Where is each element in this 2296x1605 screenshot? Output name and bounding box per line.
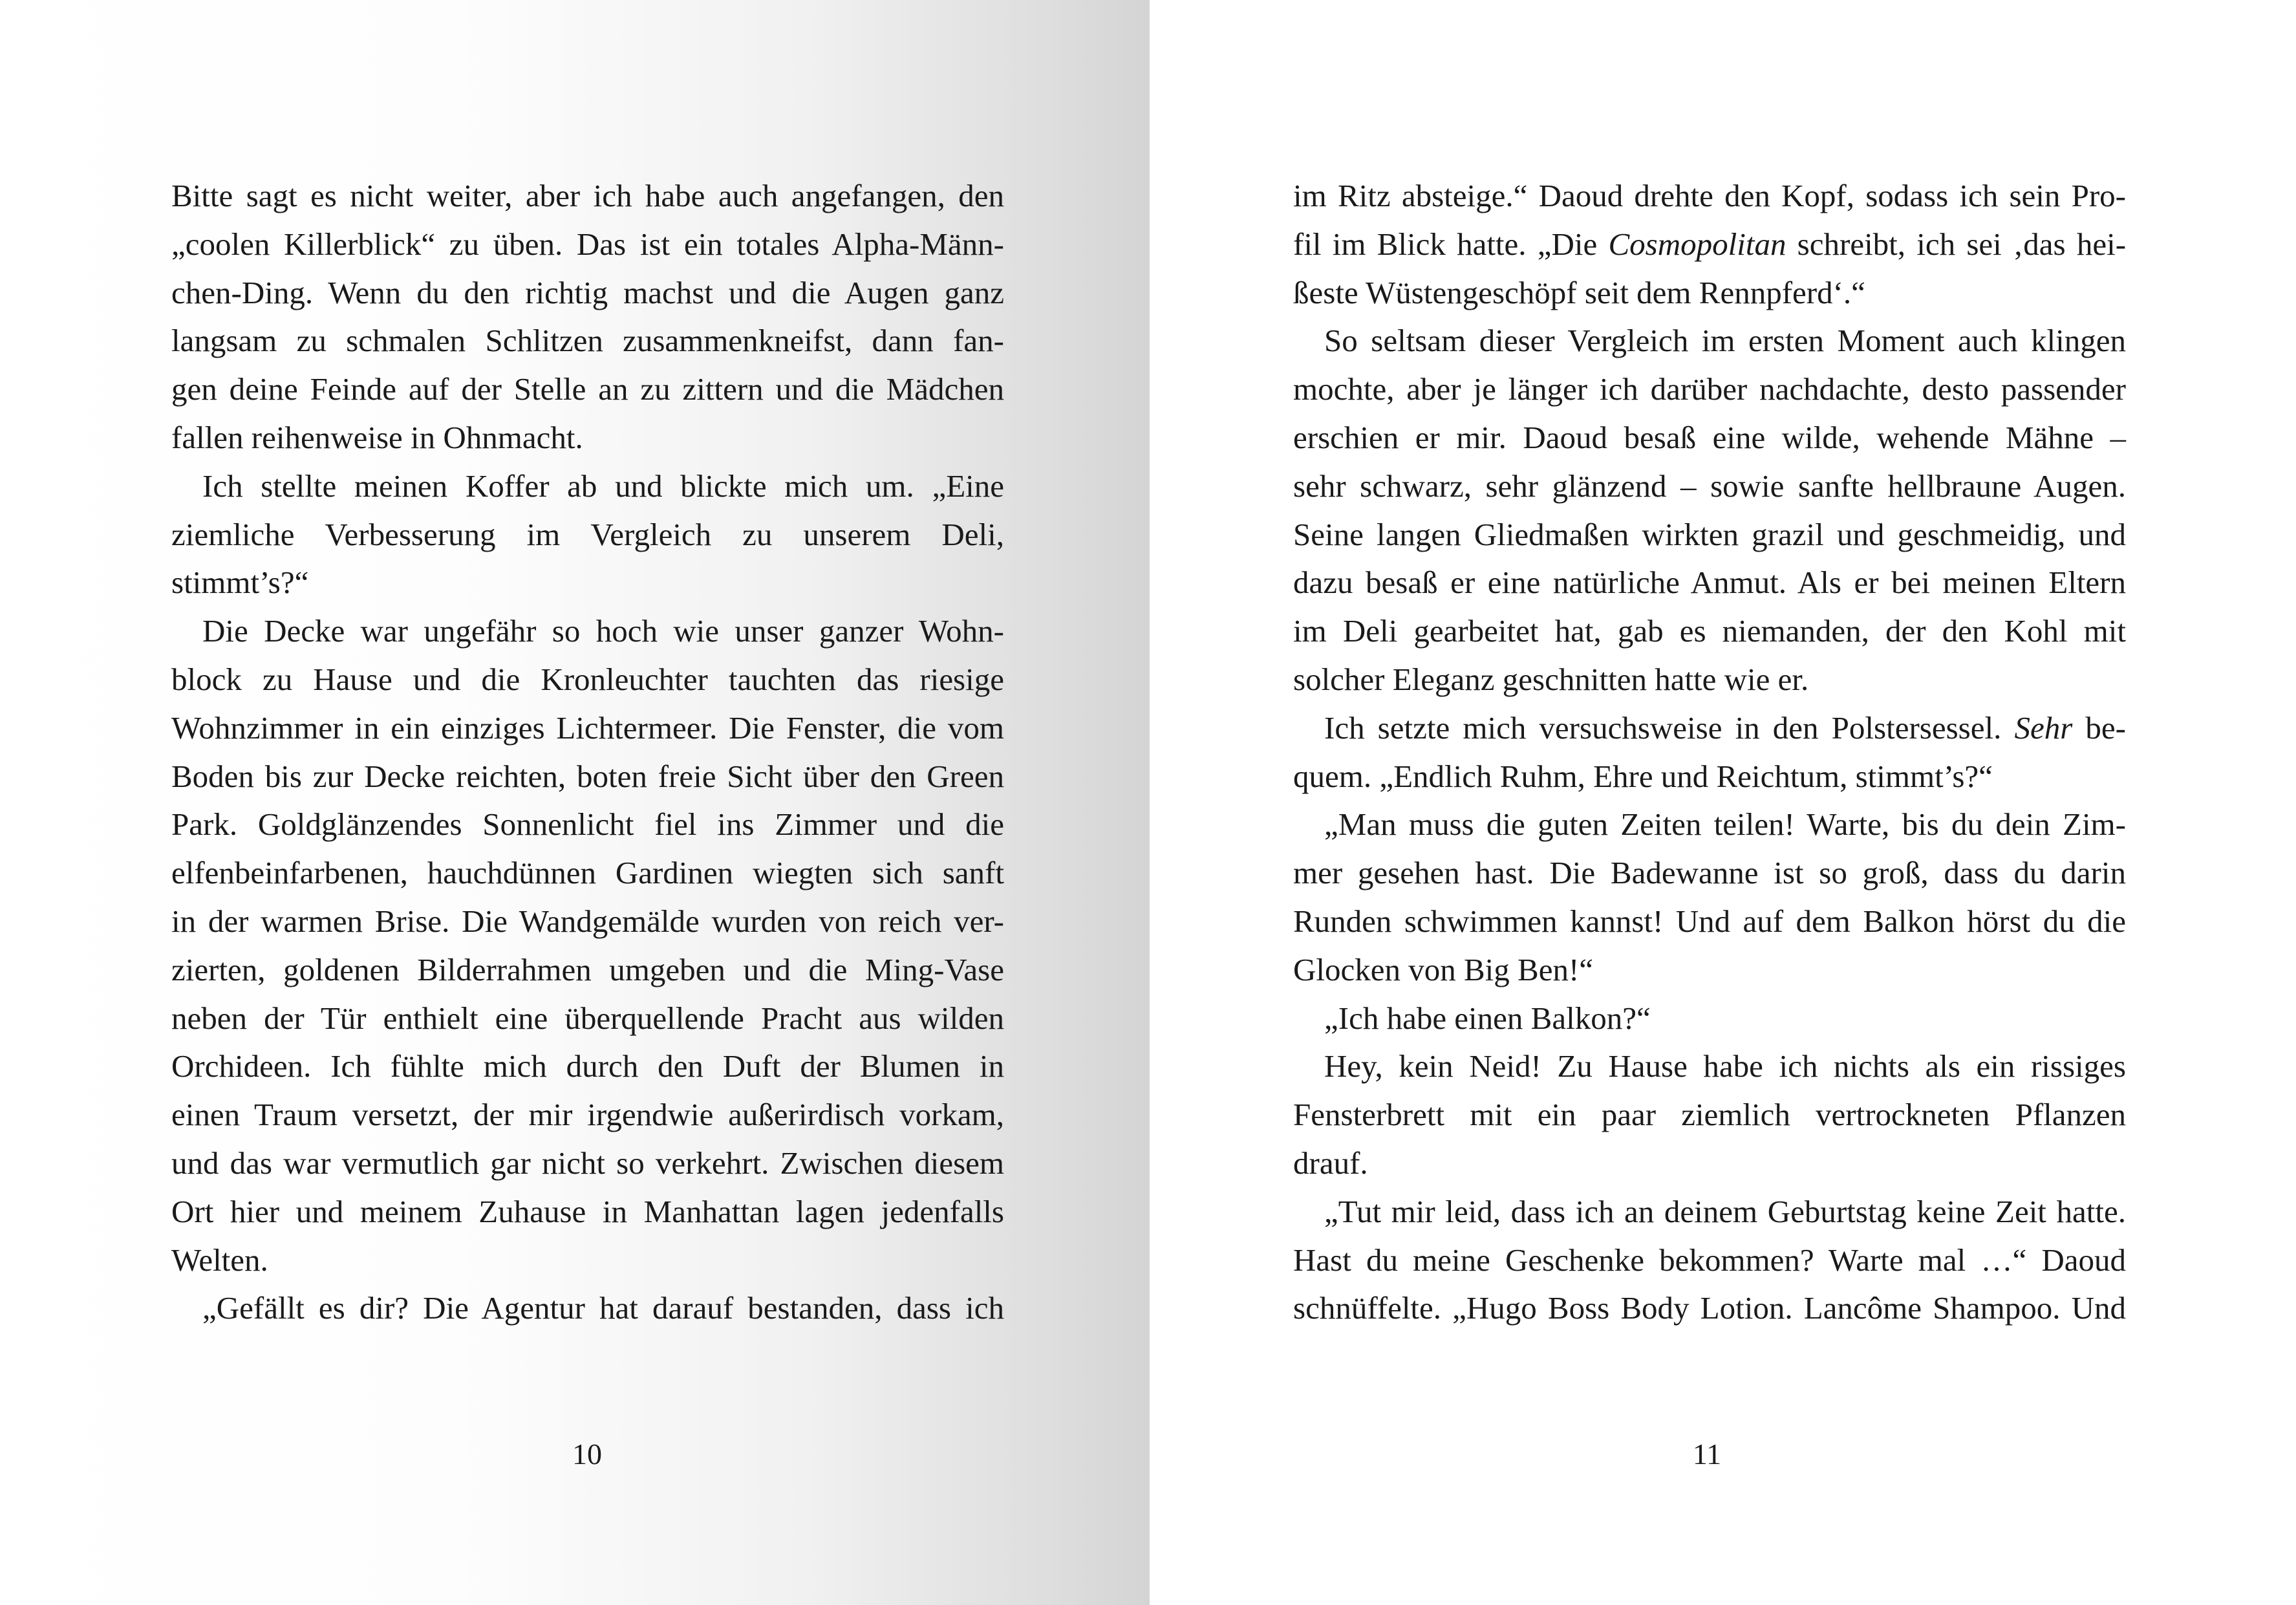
text-segment: drauf.	[1293, 1145, 1368, 1181]
text-segment: Fensterbrett mit ein paar ziemlich vertrockneten Pflanzen	[1293, 1097, 2126, 1133]
text-line	[1293, 801, 2126, 849]
text-line	[1293, 1284, 2126, 1333]
text-line	[1293, 172, 2126, 221]
text-line	[1293, 511, 2126, 559]
text-line: „Gefällt es dir? Die Agentur hat darauf bestanden, dass ich	[202, 1290, 1004, 1326]
text-line: und das war vermutlich gar nicht so verkehrt. Zwischen diesem	[171, 1145, 1004, 1181]
text-line: stimmt’s?“	[171, 565, 309, 601]
text-line: Bitte sagt es nicht weiter, aber ich habe auch angefangen, den	[171, 178, 1004, 213]
text-line	[1293, 753, 2126, 801]
text-segment: Runden schwimmen kannst! Und auf dem Balkon hörst du die	[1293, 903, 2126, 939]
text-line	[1293, 995, 2126, 1043]
text-line	[1293, 1188, 2126, 1236]
text-line	[1293, 365, 2126, 414]
italic-text: Cosmopolitan	[1608, 226, 1786, 262]
text-line: Welten.	[171, 1242, 268, 1278]
text-segment: schnüffelte. „Hugo Boss Body Lotion. Lancôme Shampoo. Und	[1293, 1290, 2126, 1326]
text-line: langsam zu schmalen Schlitzen zusammenkneifst, dann fan-	[171, 323, 1004, 359]
text-line: elfenbeinfarbenen, hauchdünnen Gardinen wiegten sich sanft	[171, 855, 1004, 891]
text-line: Orchideen. Ich fühlte mich durch den Duft der Blumen in	[171, 1048, 1004, 1084]
text-segment: im Ritz absteige.“ Daoud drehte den Kopf, sodass ich sein Pro-	[1293, 178, 2126, 213]
right-page-number: 11	[1692, 1438, 1722, 1470]
right-page	[1150, 0, 2296, 1605]
text-line	[1293, 1091, 2126, 1139]
text-line	[1293, 221, 2126, 269]
text-line	[1293, 317, 2126, 365]
text-segment: be-	[2072, 709, 2126, 746]
text-segment: dazu besaß er eine natürliche Anmut. Als er bei meinen Eltern	[1293, 565, 2126, 601]
text-segment: mochte, aber je länger ich darüber nachdachte, desto passender	[1293, 371, 2126, 407]
text-line: zierten, goldenen Bilderrahmen umgeben und die Ming-Vase	[171, 951, 1004, 987]
text-line	[1293, 462, 2126, 511]
text-segment: „Tut mir leid, dass ich an deinem Geburtstag keine Zeit hatte.	[1324, 1193, 2126, 1229]
text-segment: erschien er mir. Daoud besaß eine wilde, wehende Mähne –	[1293, 419, 2126, 455]
text-segment: Hast du meine Geschenke bekommen? Warte mal …“ Daoud	[1293, 1242, 2126, 1278]
text-line	[1293, 559, 2126, 607]
text-segment: quem. „Endlich Ruhm, Ehre und Reichtum, stimmt’s?“	[1293, 758, 1993, 794]
text-line: neben der Tür enthielt eine überquellende Pracht aus wilden	[171, 1000, 1004, 1036]
text-segment: solcher Eleganz geschnitten hatte wie er.	[1293, 661, 1809, 697]
text-segment: mer gesehen hast. Die Badewanne ist so groß, dass du darin	[1293, 855, 2126, 891]
text-line: fallen reihenweise in Ohnmacht.	[171, 419, 583, 455]
text-line	[1293, 1236, 2126, 1285]
text-line	[1293, 656, 2126, 704]
text-line: Boden bis zur Decke reichten, boten freie Sicht über den Green	[171, 758, 1004, 794]
text-line	[1293, 704, 2126, 753]
text-line: Die Decke war ungefähr so hoch wie unser ganzer Wohn-	[202, 613, 1004, 649]
text-segment: Seine langen Gliedmaßen wirkten grazil und geschmeidig, und	[1293, 516, 2126, 552]
italic-text: Sehr	[2014, 709, 2073, 746]
text-segment: im Deli gearbeitet hat, gab es niemanden, der den Kohl mit	[1293, 613, 2126, 649]
text-segment: Ich setzte mich versuchsweise in den Polstersessel.	[1324, 709, 2015, 746]
text-segment: „Ich habe einen Balkon?“	[1324, 1000, 1651, 1036]
text-segment: So seltsam dieser Vergleich im ersten Moment auch klingen	[1324, 323, 2126, 359]
left-page-number: 10	[572, 1438, 602, 1470]
text-segment: Hey, kein Neid! Zu Hause habe ich nichts als ein rissiges	[1324, 1048, 2126, 1084]
text-line	[1293, 269, 2126, 318]
text-segment: Glocken von Big Ben!“	[1293, 951, 1594, 987]
text-line: chen-Ding. Wenn du den richtig machst und die Augen ganz	[171, 274, 1004, 310]
text-line: block zu Hause und die Kronleuchter tauchten das riesige	[171, 661, 1004, 697]
text-line	[1293, 1042, 2126, 1091]
text-line: gen deine Feinde auf der Stelle an zu zittern und die Mädchen	[171, 371, 1004, 407]
text-line	[1293, 607, 2126, 656]
text-segment: fil im Blick hatte. „Die	[1293, 226, 1609, 262]
text-line: in der warmen Brise. Die Wandgemälde wurden von reich ver-	[171, 903, 1004, 939]
text-line: Ort hier und meinem Zuhause in Manhattan lagen jedenfalls	[171, 1193, 1004, 1229]
text-line	[1293, 1139, 2126, 1188]
text-segment: ßeste Wüstengeschöpf seit dem Rennpferd‘.“	[1293, 274, 1865, 310]
text-line	[1293, 898, 2126, 946]
text-line: Park. Goldglänzendes Sonnenlicht fiel ins Zimmer und die	[171, 806, 1004, 843]
text-line: Wohnzimmer in ein einziges Lichtermeer. Die Fenster, die vom	[171, 709, 1004, 746]
text-line: „coolen Killerblick“ zu üben. Das ist ein totales Alpha-Männ-	[171, 226, 1004, 262]
text-segment: sehr schwarz, sehr glänzend – sowie sanfte hellbraune Augen.	[1293, 468, 2126, 504]
text-segment: „Man muss die guten Zeiten teilen! Warte, bis du dein Zim-	[1324, 806, 2126, 843]
text-line	[1293, 946, 2126, 995]
text-line: ziemliche Verbesserung im Vergleich zu unserem Deli,	[171, 516, 1004, 552]
right-page-body-text	[1293, 172, 2126, 1333]
text-line	[1293, 414, 2126, 462]
text-segment: schreibt, ich sei ‚das hei-	[1786, 226, 2127, 262]
text-line: Ich stellte meinen Koffer ab und blickte mich um. „Eine	[202, 468, 1004, 504]
left-page-body-text	[171, 172, 1004, 1333]
text-line	[1293, 849, 2126, 898]
text-line: einen Traum versetzt, der mir irgendwie außerirdisch vorkam,	[171, 1097, 1004, 1133]
